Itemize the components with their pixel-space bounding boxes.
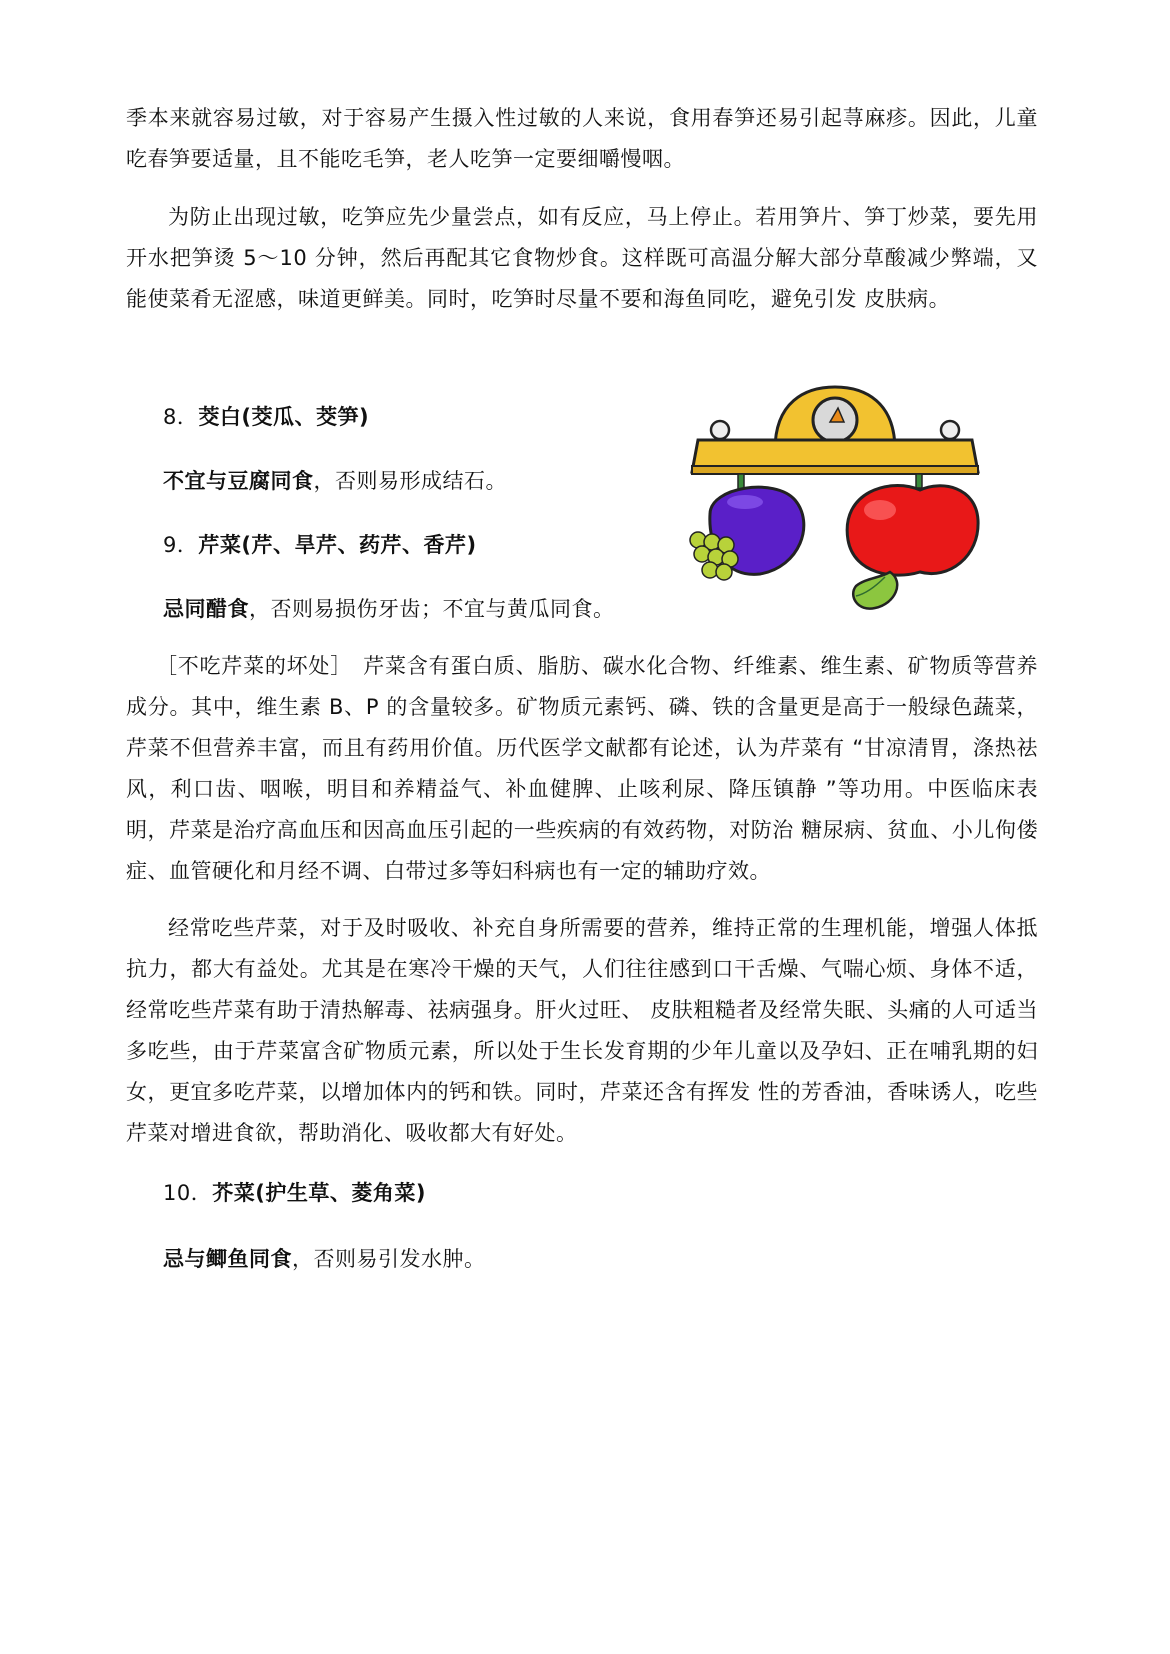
section-heading-8 — [163, 402, 369, 432]
section-heading-10 — [163, 1178, 426, 1208]
rule-emphasis: 忌与鲫鱼同食 — [163, 1247, 292, 1271]
heading-number: 9． — [163, 533, 199, 557]
paragraph-celery-eating: 经常吃些芹菜，对于及时吸收、补充自身所需要的营养，维持正常的生理机能，增强人体抵抗力，都大有益处。尤其是在寒冷干燥的天气，人们往往感到口干舌燥、气喘心烦、身体不适，经常吃些芹菜有助于清热解毒、祛病强身。肝火过旺、 皮肤粗糙者及经常失眠、头痛的人可适当多吃些，由于芹菜富含矿物质元素，所以处于生长发育期的少年儿童以及孕妇、正在哺乳期的妇女，更宜多吃芹菜，以增加体内的钙和铁。同时，芹菜还含有挥发 性的芳香油，香味诱人，吃些芹菜对增进食欲，帮助消化、吸收都大有好处。 — [126, 916, 1038, 1145]
purple-fruit-highlight — [727, 495, 763, 509]
balance-scale-fruit-clipart — [680, 382, 990, 632]
heading-title: 芹菜(芹、旱芹、药芹、香芹) — [198, 533, 477, 557]
scale-beam-base-shape — [692, 466, 978, 474]
right-knob-icon — [941, 421, 959, 439]
right-stem-shape — [916, 474, 922, 488]
heading-title: 茭白(茭瓜、茭笋) — [198, 405, 370, 429]
rule-detail: ，否则易损伤牙齿；不宜与黄瓜同食。 — [249, 597, 615, 621]
heading-number: 8． — [163, 405, 199, 429]
rule-emphasis: 不宜与豆腐同食 — [163, 469, 314, 493]
paragraph-bamboo-prevention: 为防止出现过敏，吃笋应先少量尝点，如有反应，马上停止。若用笋片、笋丁炒菜，要先用开水把笋烫 5～10 分钟，然后再配其它食物炒食。这样既可高温分解大部分草酸减少弊端，又能使菜肴无涩感，味道更鲜美。同时，吃笋时尽量不要和海鱼同吃，避免引发 皮肤病。 — [126, 205, 1038, 311]
apple-highlight — [864, 500, 896, 520]
section-rule-10 — [163, 1244, 486, 1274]
heading-number: 10． — [163, 1181, 213, 1205]
rule-detail: ，否则易形成结石。 — [313, 469, 507, 493]
paragraph-celery-benefits: ［不吃芹菜的坏处］ 芹菜含有蛋白质、脂肪、碳水化合物、纤维素、维生素、矿物质等营养成分。其中，维生素 B、P 的含量较多。矿物质元素钙、磷、铁的含量更是高于一般绿色蔬菜，芹菜不但营养丰富，而且有药用价值。历代医学文献都有论述，认为芹菜有 “甘凉清胃，涤热祛风，利口齿、咽喉，明目和养精益气、补血健脾、止咳利尿、降压镇静 ”等功用。中医临床表明，芹菜是治疗高血压和因高血压引起的一些疾病的有效药物，对防治 糖尿病、贫血、小儿佝偻症、血管硬化和月经不调、白带过多等妇科病也有一定的辅助疗效。 — [126, 654, 1038, 883]
left-knob-icon — [711, 421, 729, 439]
leaf-icon — [853, 572, 897, 609]
section-heading-9 — [163, 530, 477, 560]
grapes-icon — [690, 532, 738, 580]
heading-title: 芥菜(护生草、菱角菜) — [212, 1181, 426, 1205]
rule-detail: ，否则易引发水肿。 — [292, 1247, 486, 1271]
section-rule-9 — [163, 594, 615, 624]
paragraph-bamboo-allergy: 季本来就容易过敏，对于容易产生摄入性过敏的人来说，食用春笋还易引起荨麻疹。因此，儿童吃春笋要适量，且不能吃毛笋，老人吃笋一定要细嚼慢咽。 — [126, 106, 1038, 171]
red-apple-icon — [847, 486, 978, 576]
rule-emphasis: 忌同醋食 — [163, 597, 249, 621]
section-rule-8 — [163, 466, 507, 496]
